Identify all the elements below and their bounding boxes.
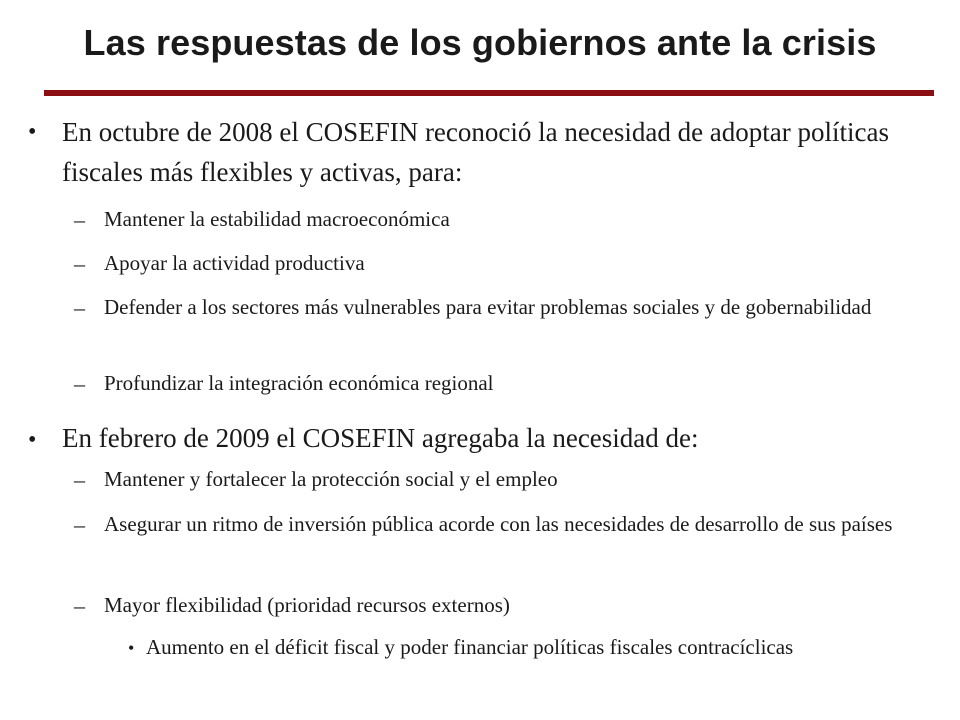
- dash-icon: –: [74, 295, 85, 320]
- dash-icon: –: [74, 467, 85, 492]
- slide-title: Las respuestas de los gobiernos ante la crisis: [83, 22, 877, 63]
- bullet-icon: •: [28, 119, 37, 145]
- bullet-text: En octubre de 2008 el COSEFIN reconoció la necesidad de adoptar políticas fiscales más flexibles y activas, para:: [62, 117, 889, 187]
- dash-icon: –: [74, 371, 85, 396]
- dash-icon: –: [74, 593, 85, 618]
- bullet-text: En febrero de 2009 el COSEFIN agregaba la necesidad de:: [62, 423, 699, 453]
- sub-bullet-text: Profundizar la integración económica regional: [104, 371, 494, 395]
- bullet-icon: •: [128, 638, 135, 658]
- sub-bullet-text: Mantener y fortalecer la protección social y el empleo: [104, 467, 558, 491]
- sub-bullet-text: Mantener la estabilidad macroeconómica: [104, 207, 450, 231]
- sub-bullet-text: Mayor flexibilidad (prioridad recursos externos): [104, 593, 510, 617]
- bullet-icon: •: [28, 427, 37, 453]
- sub-sub-bullet-text: Aumento en el déficit fiscal y poder financiar políticas fiscales contracíclicas: [146, 635, 794, 659]
- dash-icon: –: [74, 207, 85, 232]
- sub-bullet-text: Defender a los sectores más vulnerables para evitar problemas sociales y de gobernabilidad: [104, 295, 872, 319]
- dash-icon: –: [74, 512, 85, 537]
- sub-bullet-text: Apoyar la actividad productiva: [104, 251, 365, 275]
- dash-icon: –: [74, 251, 85, 276]
- sub-bullet-text: Asegurar un ritmo de inversión pública acorde con las necesidades de desarrollo de sus países: [104, 512, 893, 536]
